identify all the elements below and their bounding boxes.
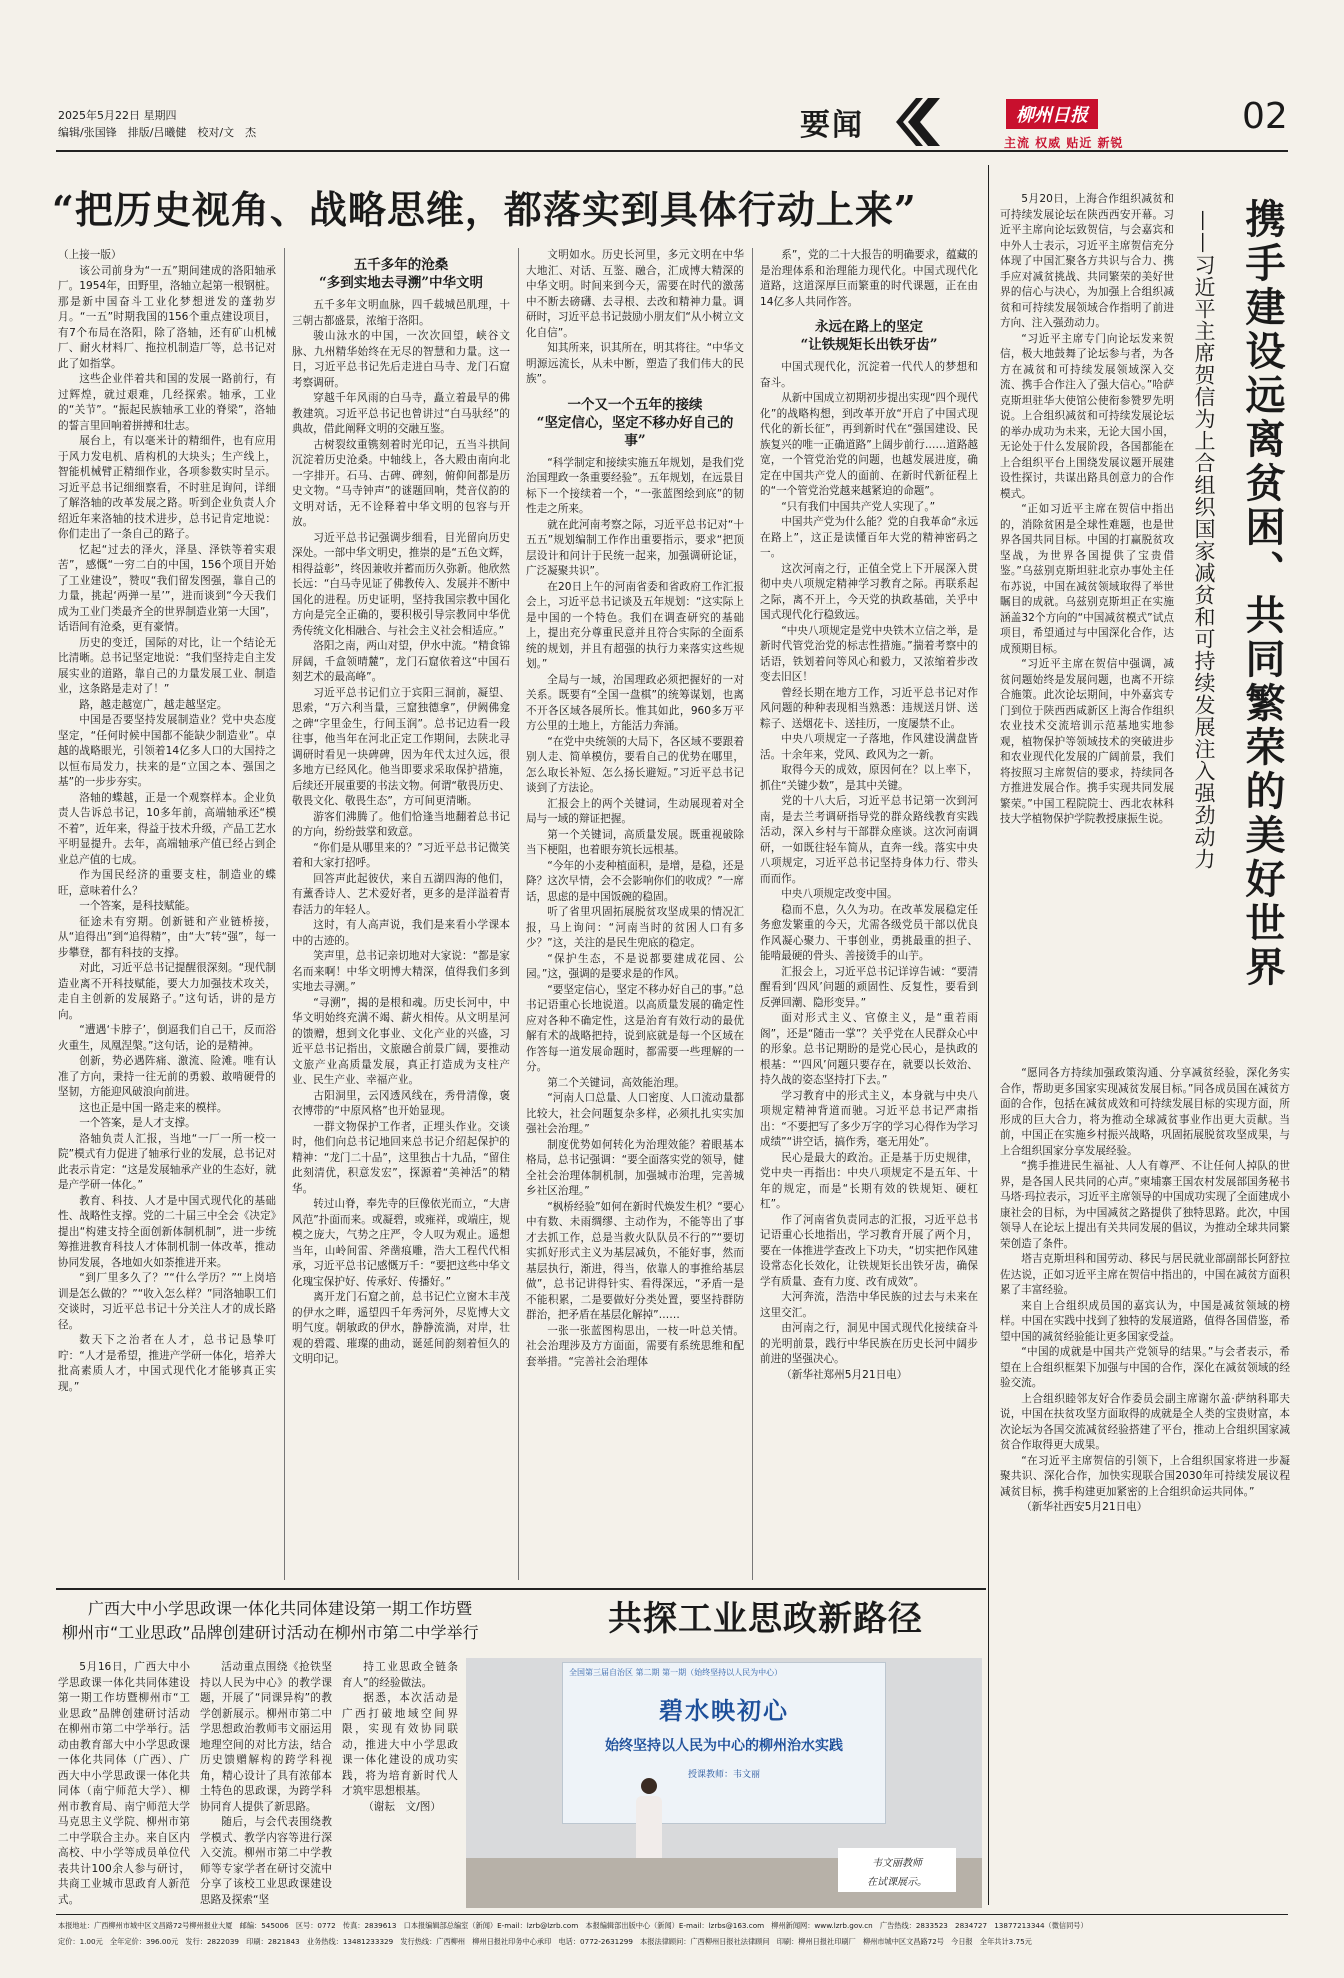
side-bottom-col (1000, 1066, 1290, 1904)
header-rule (56, 150, 1288, 152)
paragraph: （新华社西安5月21日电） (1021, 1501, 1148, 1513)
paragraph: “遭遇‘卡脖子’，倒逼我们自己干，反而浴火重生，凤凰涅槃。”这句话，论的是精神。 (58, 1024, 276, 1052)
paragraph: 转过山脊，奉先寺的巨像依光而立，“大唐风范”扑面而来。或凝碧，或雍祥，或端庄，规模之庞大，气势之庄严，令人叹为观止。遥想当年，山岭间雷、斧凿痕雕，浩大工程代代相承，习近平总书记感慨万千：“要把这些中华文化瑰宝保护好、传承好、传播好。” (292, 1198, 510, 1288)
paragraph: 这些企业伴着共和国的发展一路前行，有过辉煌，就过艰难，几经探索。轴承，工业的“关节”。“振起民族轴承工业的脊梁”，洛轴的誓言里回响着拼搏和壮志。 (58, 373, 276, 432)
paragraph: 汇报会上的两个关键词，生动展现着对全局与一域的辩证把握。 (526, 797, 744, 825)
paragraph: 对此，习近平总书记提醒很深刻。“现代制造业离不开科技赋能，要大力加强技术攻关，走自主创新的发展路子。”这句话，讲的是方向。 (58, 962, 276, 1021)
paragraph: 古树裂纹重镌刻着时光印记，五当斗拱间沉淀着历史沧桑。中轴线上，各大殿由南向北一字排开。石马、古碑、碑刻，俯仰间都是历史文物。“马寺钟声”的谜题回响，梵音仪韵的文明对话，无不诠释着中华文明的包容与开放。 (292, 438, 510, 528)
paragraph: 路，越走越宽广，越走越坚定。 (79, 698, 228, 711)
paragraph: 塔吉克斯坦科和国劳动、移民与居民就业部副部长阿舒拉佐达说，正如习近平主席在贺信中指出的，中国在减贫方面积累了丰富经验。 (1000, 1253, 1290, 1296)
paragraph: 系”，党的二十大报告的明确要求，蕴藏的是治理体系和治理能力现代化。中国式现代化道路，这道深厚巨而繁重的时代课题，正在由14亿多人共同作答。 (760, 249, 978, 308)
footer-line-2: 定价：1.00元 全年定价：396.00元 发行：2822039 印刷：2821843 业务热线：13481233329 发行热线：广西柳州 柳州日报社印务中心承印 电话：0772-2631299 本报法律顾问：广西柳州日报社法律顾问 印刷：柳州日报社印刷厂 柳州市城中区文昌路72号 今日报 全年共计3.75元 (58, 1937, 1032, 1946)
paragraph: 习近平总书记们立于宾阳三洞前，凝望、思索，“万六利当量，三窟独德拿”，伊阙佛龛之碑“字里金生，行间玉润”。总书记边看一段往事，他当年在河北正定工作期间，去陕北寻调研时看见一块碑碑，因为年代太过久远，很多地方已经风化。他当即要求采取保护措施，后续还开展重要的书法文物。何谓“敬畏历史、敬畏文化、敬畏生态”，方可间更清晰。 (292, 686, 510, 807)
bottom-col-2-body (200, 1660, 332, 1906)
paragraph: 古阳洞里，云冈透风线在，秀骨清像，褒衣博带的“中原风格”也开始显现。 (292, 1089, 510, 1117)
paragraph: 作了河南省负责同志的汇报，习近平总书记语重心长地指出，学习教育开展了两个月，要在一体推进学查改上下功夫，“切实把作风建设常态化长效化，让铁规矩长出铁牙齿，确保学有质量、查有力度、改有成效”。 (760, 1213, 978, 1288)
bottom-col-1 (58, 1660, 190, 1906)
photo-screen (562, 1662, 886, 1824)
paragraph: 民心是最大的政治。正是基于历史规律，党中央一再指出：中央八项规定不是五年、十年的规定，而是“长期有效的铁规矩、硬杠杠”。 (760, 1151, 978, 1210)
paragraph: 全局与一域，治国理政必须把握好的一对关系。既要有“全国一盘棋”的统筹谋划，也离不开各区域各展所长。惟其如此，960多万平方公里的土地上，方能活力奔涌。 (526, 673, 744, 732)
paragraph: 五千多年文明血脉，四千载城邑肌理，十三朝古都盛景，浓缩于洛阳。 (292, 299, 510, 327)
bottom-col-2 (200, 1660, 332, 1906)
paragraph: （新华社郑州5月21日电） (781, 1368, 908, 1381)
paragraph: 这也正是中国一路走来的模样。 (79, 1101, 228, 1114)
paragraph: 创新，势必遇阵痛、激流、险滩。唯有认准了方向，秉持一往无前的勇毅、敢啃硬骨的坚韧，方能迎风破浪向前进。 (58, 1055, 276, 1098)
main-col-3 (526, 248, 744, 1580)
paragraph: 一张一张蓝图构思出，一枝一叶总关情。社会治理涉及方方面面，需要有系统思维和配套举措。“完善社会治理体 (526, 1324, 744, 1368)
paragraph: 这时，有人高声说，我们是来看小学课本中的古迹的。 (292, 919, 510, 947)
subhead-iron-rules (760, 318, 978, 354)
paragraph: 离开龙门石窟之前，总书记伫立窗木丰茂的伊水之畔，遥望四千年秀河外，尽览博大文明气度。朝敏政的伊水，静静流淌，对岸，壮观的碧霞、璀璨的曲动，诞延间韵刻着恒久的文明印记。 (292, 1291, 510, 1365)
paragraph: 在20日上午的河南省委和省政府工作汇报会上，习近平总书记谈及五年规划：“这实际上是中国的一个特色。我们在调查研究的基础上，提出充分尊重民意并且符合实际的全面系统的规划，并且有超强的执行力来落实这些规划。” (526, 580, 744, 670)
issue-date: 2025年5月22日 星期四 (58, 109, 177, 122)
paragraph: 展台上，有以毫米计的精细件，也有应用于风力发电机、盾构机的大块头；生产线上，智能机械臂正精细作业，各项参数实时呈示。习近平总书记细细察看，不时驻足询问，详细了解洛轴的改革发展之路。听到企业负责人介绍近年来洛轴的技术进步，总书记肯定地说：你们走出了一条自己的路子。 (58, 435, 276, 540)
paragraph: 取得今天的成效，原因何在？以上率下，抓住“关键少数”，是其中关键。 (760, 764, 978, 792)
classroom-photo (466, 1658, 982, 1908)
photo-banner-main: 碧水映初心 (659, 1696, 789, 1725)
paragraph: 回答声此起彼伏，来自五湖四海的他们，有薰香诗人、艺术爱好者，更多的是洋溢着青春活力的年轻人。 (292, 872, 510, 916)
paragraph: 第一个关键词，高质量发展。既重视破除当下梗阻，也着眼夯筑长远根基。 (526, 828, 744, 856)
subhead-five-year (526, 396, 744, 450)
bottom-lead-1: 广西大中小学思政课一体化共同体建设第一期工作坊暨 (88, 1599, 473, 1618)
side-bottom-body (1000, 1066, 1290, 1516)
subhead-civilization (292, 256, 510, 292)
paragraph: 穿越千年风雨的白马寺，矗立着最早的佛教建筑。习近平总书记也曾讲过“白马驮经”的典故，借此阐释文明的交融互鉴。 (292, 392, 510, 435)
paragraph: “要坚定信心，坚定不移办好自己的事。”总书记语重心长地说道。以高质量发展的确定性应对各种不确定性，这是治育有效行动的最优解有术的战略把持，说到底就是每一个区域在作答每一道发展命题时，都需要一些理解的一分。 (526, 983, 744, 1073)
paragraph: 习近平总书记强调步细看，目光留向历史深处。一部中华文明史，推崇的是“五色文辉，相得益彰”，终因兼收并蓄而历久弥新。他欣然长远：“白马寺见证了佛教传入、发展并不断中国化的进程。历史证明，坚持我国宗教中国化方向是完全正确的，要积极引导宗教同中华优秀传统文化相融合、与社会主义社会相适应。” (292, 531, 510, 637)
paragraph: “在党中央统领的大局下，各区域不要跟着别人走、简单模仿，要看自己的优势在哪里，怎么取长补短、怎么扬长避短。”习近平总书记谈到了方法论。 (526, 735, 744, 794)
paragraph: 中国是否要坚持发展制造业？党中央态度坚定，“任何时候中国都不能缺少制造业”。卓越的战略眼光，引领着14亿多人口的大国持之以恒布局发力，扶来的是“立国之本、强国之基”的一步步夯实。 (58, 714, 276, 788)
paragraph: 文明如水。历史长河里，多元文明在中华大地汇、对话、互鉴、融合，汇成博大精深的中华文明。时间来到今天，需要在时代的激荡中不断去磅礴、去寻根、去改和精神力量。调研时，习近平总书记鼓励小朋友们“从小树立文化自信”。 (526, 249, 744, 339)
paragraph: 5月16日，广西大中小学思政课一体化共同体建设第一期工作坊暨柳州市“工业思政”品牌创建研讨活动在柳州市第二中学举行。活动由教育部大中小学思政课一体化共同体（广西）、广西大中小学思政课一体化共同体（南宁师范大学）、柳州市教育局、南宁师范大学马克思主义学院、柳州市第二中学联合主办。来自区内高校、中小学等成员单位代表共计100余人参与研讨，共商工业城市思政育人新范式。 (58, 1661, 190, 1906)
photo-banner-small: 全国第三届自治区 第二期 第一期（始终坚持以人民为中心） (569, 1668, 783, 1677)
paragraph: 从新中国成立初期初步提出实现“四个现代化”的战略构想，到改革开放“开启了中国式现代化的新长征”，再到新时代在“强国建设、民族复兴的唯一正确道路”上阔步前行……道路越宽，一个管党治党的问题，也越发展进度，确定在中国共产党人的面前、在新时代新征程上的“一个管党治党越来越紧迫的命题”。 (760, 392, 978, 497)
paragraph: 历史的变迁，国际的对比，让一个结论无比清晰。总书记坚定地说：“我们坚持走自主发展实业的道路，靠自己的力量发展工业、制造业，这条路是走对了！” (58, 636, 276, 695)
paragraph: 5月20日，上海合作组织减贫和可持续发展论坛在陕西西安开幕。习近平主席向论坛致贺信，与会嘉宾和中外人士表示，习近平主席贺信充分体现了中国汇聚各方共识与合力、携手应对减贫挑战、共同繁荣的美好世界的信心与决心，为加强上合组织减贫和可持续发展领域合作指明了前进方向、注入强劲动力。 (1000, 193, 1174, 329)
brand-name: 柳州日报 (1016, 105, 1088, 126)
paragraph: 洛轴的蝶越，正是一个观察样本。企业负责人告诉总书记，10多年前，高端轴承还“模不着”，近年来，得益于技术升级，产品工艺水平明显提升。去年，高端轴承产值已经占到企业总产值的七成。 (58, 791, 276, 866)
paragraph: 数天下之治者在人才，总书记恳挚叮咛：“人才是希望，推进产学研一体化，培养大批高素质人才，中国式现代化才能够真正实现。” (58, 1334, 276, 1393)
paragraph: 中央八项规定改变中国。 (781, 888, 898, 900)
photo-caption-1: 韦文丽教师 (872, 1858, 922, 1869)
paragraph: 大河奔流，浩浩中华民族的过去与未来在这里交汇。 (760, 1291, 978, 1319)
paragraph: 第二个关键词，高效能治理。 (547, 1076, 685, 1089)
paragraph: “中国的成就是中国共产党领导的结果。”与会者表示，希望在上合组织框架下加强与中国的合作，深化在减贫领域的经验交流。 (1000, 1346, 1290, 1389)
paragraph: “中央八项规定是党中央铁木立信之举，是新时代管党治党的标志性措施。”揣着考察中的话语，铁划着问等风心和毅力，又浓缩着步改变去旧区！ (760, 624, 978, 683)
subhead-iron-rules-text: 永远在路上的坚定 “让铁规矩长出铁牙齿” (800, 319, 938, 353)
paragraph: “愿同各方持续加强政策沟通、分享减贫经验，深化务实合作，帮助更多国家实现减贫发展目标。”同各成员国在减贫方面的合作，包括在减贫成效和可持续发展目标的实现方面，所形成的巨大合力，将为推动全球减贫事业作出更大贡献。当前，中国正在实施乡村振兴战略，巩固拓展脱贫攻坚成果，与上合组织国家分享发展经验。 (1000, 1067, 1290, 1157)
paragraph: 知其所来，识其所在，明其将往。“中华文明源远流长，从未中断，塑造了我们伟大的民族”。 (526, 342, 744, 385)
paragraph: 活动重点围绕《抢铁坚持以人民为中心》的教学课题，开展了“同课异构”的教学创新展示。柳州市第二中学思想政治教师韦文丽运用地理空间的对比方法，结合历史馈赠解构的跨学科视角，精心设计了具有浓郁本土特色的思政课，为跨学科协同育人提供了新思路。 (200, 1661, 332, 1813)
main-col-4 (760, 248, 978, 1580)
paragraph: 听了省里巩固拓展脱贫攻坚成果的情况汇报，马上询问：“河南当时的贫困人口有多少？”这，关注的是民生兜底的稳定。 (526, 906, 744, 949)
main-col-1-body (58, 264, 276, 1396)
paragraph: 骏山泳水的中国，一次次回望，峡谷文脉、九州精华始终在无尽的智慧和力量。这一日，习近平总书记先后走进白马寺、龙门石窟考察调研。 (292, 330, 510, 389)
paragraph: 曾经长期在地方工作，习近平总书记对作风问题的种种表现相当熟悉：违规送月饼、送粽子、送烟花卡、送挂历，一度屡禁不止。 (760, 686, 978, 730)
paragraph: 随后，与会代表围绕教学模式、教学内容等进行深入交流。柳州市第二中学教师等专家学者在研讨交流中分享了该校工业思政课建设思路及探索“坚 (200, 1816, 332, 1906)
paragraph: 面对形式主义、官僚主义，是“重若雨阁”，还是“随击一掌”？关乎党在人民群众心中的形象。总书记期盼的是党心民心，是执政的根基：“‘四风’问题只要存在，就要以长效治、持久战的姿态坚持打下去。” (760, 1012, 978, 1086)
paragraph: “今年的小麦种植面积，是增，是稳，还是降？这次早情，会不会影响你们的收成？”一席话，思虑的是中国饭碗的稳固。 (526, 859, 744, 903)
paragraph: “正如习近平主席在贺信中指出的，消除贫困是全球性难题，也是世界各国共同目标。中国的打赢脱贫攻坚战，为世界各国提供了宝贵借鉴。”乌兹别克斯坦驻北京办事处主任布苏说，中国在减贫领域取得了举世瞩目的成就。乌兹别克斯坦正在实施涵盖32个方向的“中国减贫模式”试点项目，希望通过与中国深化合作，达成预期目标。 (1000, 503, 1174, 655)
paragraph: 持工业思政全链条育人”的经验做法。 (342, 1661, 458, 1689)
photo-banner-line: 始终坚持以人民为中心的柳州治水实践 (605, 1738, 843, 1754)
main-col-4-body (760, 248, 978, 310)
page-number: 02 (1242, 96, 1288, 137)
section-chevron-icon (890, 96, 950, 148)
paragraph: 该公司前身为“一五”期间建成的洛阳轴承厂。1954年，田野里，洛轴立起第一根钢桩。那是新中国奋斗工业化梦想迸发的蓬勃岁月。“一五”时期我国的156个重点建设项目，有7个布局在洛阳，除了洛轴，还有矿山机械厂、耐火材料厂、拖拉机制造厂等，总书记对此了如指掌。 (58, 264, 276, 370)
subhead-civilization-text: 五千多年的沧桑 “多到实地去寻溯”中华文明 (318, 257, 484, 291)
side-subheadline: ——习近平主席贺信为上合组织国家减贫和可持续发展注入强劲动力 (1192, 210, 1216, 870)
paragraph: 来自上合组织成员国的嘉宾认为，中国是减贫领域的榜样。中国在实践中找到了独特的发展道路，值得各国借鉴，希望中国的减贫经验能让更多国家受益。 (1000, 1299, 1290, 1343)
paragraph: 洛阳之南，两山对望，伊水中流。“精食锦屏阔，千盒领晴麓”，龙门石窟依着这“中国石刻艺术的最高峰”。 (292, 640, 510, 683)
paragraph: “在习近平主席贺信的引领下，上合组织国家将进一步凝聚共识、深化合作，加快实现联合国2030年可持续发展议程减贫目标，携手构建更加紧密的上合组织命运共同体。” (1000, 1454, 1290, 1498)
continued-mark: （上接一版） (58, 249, 122, 261)
bottom-col-1-body (58, 1660, 190, 1906)
bottom-col-3 (342, 1660, 458, 1906)
paragraph: “枫桥经验”如何在新时代焕发生机？“要心中有数、未雨绸缪、主动作为，不能等出了事才去抓工作，总是当救火队队员不行的”“要切实抓好形式主义为基层减负，不能好事，然而基层执行，渐进，得当，依靠人的事推给基层做”，总书记讲得针实、看得深远，“矛盾一是不能积累，二是要做好分类处置，要坚持群防群治，把矛盾在基层化解掉”…… (526, 1200, 744, 1321)
main-headline: “把历史视角、战略思维，都落实到具体行动上来” (52, 187, 917, 232)
main-col-2 (292, 248, 510, 1580)
paragraph: 洛轴负责人汇报，当地“一厂一所一校一院”模式有力促进了轴承行业的发展，总书记对此表示肯定：“这是发展轴承产业的生态好，就是产学研一体化。” (58, 1132, 276, 1191)
main-col-1 (58, 248, 276, 1580)
paragraph: （谢耘 文/图） (363, 1800, 441, 1813)
paragraph: “携手推进民生福祉、人人有尊严、不让任何人掉队的世界，是各国人民共同的心声。”柬埔寨王国农村发展部国务秘书马塔·玛拉表示，习近平主席领导的中国成功实现了全面建成小康社会的目标，为中国减贫之路提供了独特思路。此次，中国领导人在论坛上提出有关共同发展的倡议，为推动全球共同繁荣创造了条件。 (1000, 1160, 1290, 1250)
main-col-4b-body (760, 360, 978, 1383)
paragraph: “河南人口总量、人口密度、人口流动量都比较大，社会问题复杂多样，必须扎扎实实加强社会治理。” (526, 1092, 744, 1135)
paragraph: 稳而不息，久久为功。在改革发展稳定任务愈发繁重的今天，尤需各级党员干部以优良作风凝心聚力、干事创业，勇挑最重的担子、能啃最硬的骨头、善接烫手的山芋。 (760, 903, 978, 962)
bottom-headline: 共探工业思政新路径 (608, 1599, 923, 1639)
paragraph: 就在此河南考察之际，习近平总书记对“十五五”规划编制工作作出重要指示，要求“把顶层设计和问计于民统一起来，加强调研论证，广泛凝聚共识”。 (526, 518, 744, 577)
photo-caption-box (838, 1848, 956, 1892)
paragraph: 一个答案，是科技赋能。 (79, 900, 196, 912)
paragraph: “到厂里多久了？”“什么学历？”“上岗培训是怎么做的？”“收入怎么样？”同洛轴职工们交谈时，习近平总书记十分关注人才的成长路径。 (58, 1272, 276, 1331)
photo-presenter: 授课教师：韦文丽 (687, 1770, 760, 1780)
side-headline: 携手建设远离贫困、共同繁荣的美好世界 (1239, 198, 1286, 990)
side-top-col (1000, 192, 1174, 1062)
side-top-body (1000, 192, 1174, 828)
paragraph: “你们是从哪里来的？”习近平总书记微笑着和大家打招呼。 (292, 841, 510, 869)
paragraph: 游客们沸腾了。他们恰逢当地翻着总书记的方向，纷纷鼓掌和致意。 (292, 810, 510, 838)
paragraph: 据悉，本次活动是广西打破地域空间界限，实现有效协同联动，推进大中小学思政课一体化建设的成功实践，将为培育新时代人才筑牢思想根基。 (342, 1692, 458, 1797)
footer-line-1: 本报地址：广西柳州市城中区文昌路72号柳州报业大厦 邮编：545006 区号：0772 传真：2839613 口本报编辑部总编室（新闻）E-mail：lzrb@lzrb.com 本报编辑部出版中心（新闻）E-mail：lzrbs@163.com 柳州新闻网：www.lzrb.gov.cn 广告热线：2833523 2834727 13877213344（微信同号） (58, 1921, 1088, 1930)
paragraph: “寻溯”，揭的是根和魂。历史长河中，中华文明始终充满不竭、薪火相传。从文明星河的馈赠，想到文化事业、文化产业的兴盛，习近平总书记指出，文旅融合前景广阔，要推动文旅产业高质量发展，真正打造成为支柱产业、民生产业、幸福产业。 (292, 996, 510, 1086)
brand-logo-box (1006, 99, 1098, 129)
editors-line: 编辑/张国锋 排版/吕曦健 校对/文 杰 (58, 126, 257, 139)
paragraph: “保护生态，不是说都要建成花园、公园。”这，强调的是要求是的作风。 (526, 952, 744, 980)
paragraph: 忆起“过去的泽火，泽垦、泽铁等着实艰苦”，感慨“一穷二白的中国，156个项目开始了工业建设”，赞叹“我们留发图强，靠自己的力量，挑起‘两弹一星’”，进而谈到“今天我们成为工业门类最齐全的世界制造业第一大国”，话语间有沧桑，更有豪情。 (58, 543, 276, 633)
paragraph: 一个答案，是人才支撑。 (79, 1117, 196, 1129)
paragraph: “只有我们中国共产党人实现了。” (781, 500, 936, 513)
main-col-3b-body (526, 456, 744, 1371)
bottom-lead-2: 柳州市“工业思政”品牌创建研讨活动在柳州市第二中学举行 (62, 1623, 479, 1642)
paragraph: 笑声里，总书记亲切地对大家说：“都是家名而来啊！中华文明博大精深，值得我们多到实地去寻溯。” (292, 950, 510, 993)
paragraph: 中国共产党为什么能？党的自我革命“永远在路上”，这正是读懂百年大党的精神密码之一。 (760, 516, 978, 559)
paragraph: 这次河南之行，正值全党上下开展深入贯彻中央八项规定精神学习教育之际。再联系起之际，离不开上，今天党的执政基础，关乎中国式现代化行稳致远。 (760, 562, 978, 621)
paragraph: 作为国民经济的重要支柱，制造业的蝶旺，意味着什么？ (58, 869, 276, 897)
paragraph: 中央八项规定一子落地，作风建设满盘皆活。十余年来，党风、政风为之一新。 (760, 733, 978, 761)
paragraph: 教育、科技、人才是中国式现代化的基础性、战略性支撑。党的二十届三中全会《决定》提出“构建支持全面创新体制机制”，进一步统筹推进教育科技人才体制机制一体改革，推动协同发展，各地如火如荼推进开来。 (58, 1194, 276, 1269)
paragraph: “科学制定和接续实施五年规划，是我们党治国理政一条重要经验”。五年规划，在远景目标下一个接续着一个，“一张蓝图绘到底”的韧性走之所来。 (526, 456, 744, 515)
brand-slogan: 主流 权威 贴近 新锐 (1004, 136, 1124, 150)
section-title: 要闻 (800, 108, 864, 143)
paragraph: “习近平主席专门向论坛发来贺信，极大地鼓舞了论坛参与者，为各方在减贫和可持续发展领域深入交流、携手合作注入了强大信心。”哈萨克斯坦驻华大使馆公使衔参赞罗先明说。上合组织减贫和可持续发展论坛的举办成功为未来，无论大国小国，无论处于什么发展阶段，各国都能在上合组织平台上围绕发展议题开展建设性探讨，共谋出路具创意力的合作模式。 (1000, 332, 1174, 500)
paragraph: 党的十八大后，习近平总书记第一次到河南，是去兰考调研指导党的群众路线教育实践活动，深入乡村与干部群众座谈。这次河南调研，一如既往轻车简从，直奔一线。落实中央八项规定，习近平总书记坚持身体力行、带头而而作。 (760, 795, 978, 885)
paragraph: 制度优势如何转化为治理效能？着眼基本格局，总书记强调：“要全面落实党的领导，健全社会治理体制机制，加强城市治理，完善城乡社区治理。” (526, 1138, 744, 1197)
paragraph: 学习教育中的形式主义，本身就与中央八项规定精神背道而驰。习近平总书记严肃指出：“不要把写了多少万字的学习心得作为学习成绩”“讲空话，搞作秀，毫无用处”。 (760, 1089, 978, 1148)
paragraph: 由河南之行，洞见中国式现代化接续奋斗的光明前景，践行中华民族在历史长河中阔步前进的坚强决心。 (760, 1322, 978, 1365)
paragraph: 上合组织睦邻友好合作委员会副主席谢尔盖·萨纳科耶夫说，中国在扶贫攻坚方面取得的成就是全人类的宝贵财富，本次论坛为各国交流减贫经验搭建了平台，推动上合组织国家减贫合作取得更大成果。 (1000, 1392, 1290, 1451)
paragraph: 一群文物保护工作者，正埋头作业。交谈时，他们向总书记地回来总书记介绍起保护的精神：“龙门二十品”，这里独占十九品，“留住此刻清优，积意发宏”，探源着“美神活”的精华。 (292, 1120, 510, 1195)
paragraph: 汇报会上，习近平总书记详谆告诫：“要清醒看到‘四风’问题的顽固性、反复性，要看到反弹回潮、隐形变异。” (760, 965, 978, 1009)
main-col-3-body (526, 248, 744, 388)
main-col-2-body (292, 298, 510, 1368)
masthead (0, 0, 1344, 150)
photo-caption-2: 在试课展示。 (867, 1877, 927, 1888)
paragraph: “习近平主席在贺信中强调，减贫问题始终是发展问题，也离不开综合施策。此次论坛期间，中外嘉宾专门到位于陕西西咸新区上海合作组织农业技术交流培训示范基地实地参观，植物保护等领域技术的突破进步和农业现代化发展的广阔前景，我们将按照习主席贺信的要求，持续同各方推进发展合作。携手实现共同发展繁荣。”中国工程院院士、西北农林科技大学植物保护学院教授康振生说。 (1000, 658, 1174, 825)
paragraph: 征途未有穷期。创新链和产业链桥接，从“追得出”到“追得精”，由“大”转“强”，每一步攀登，都有科技的支撑。 (58, 915, 276, 959)
subhead-five-year-text: 一个又一个五年的接续 “坚定信心，坚定不移办好自己的事” (536, 396, 734, 449)
paragraph: 中国式现代化，沉淀着一代代人的梦想和奋斗。 (760, 361, 978, 389)
bottom-col-3-body (342, 1660, 458, 1815)
